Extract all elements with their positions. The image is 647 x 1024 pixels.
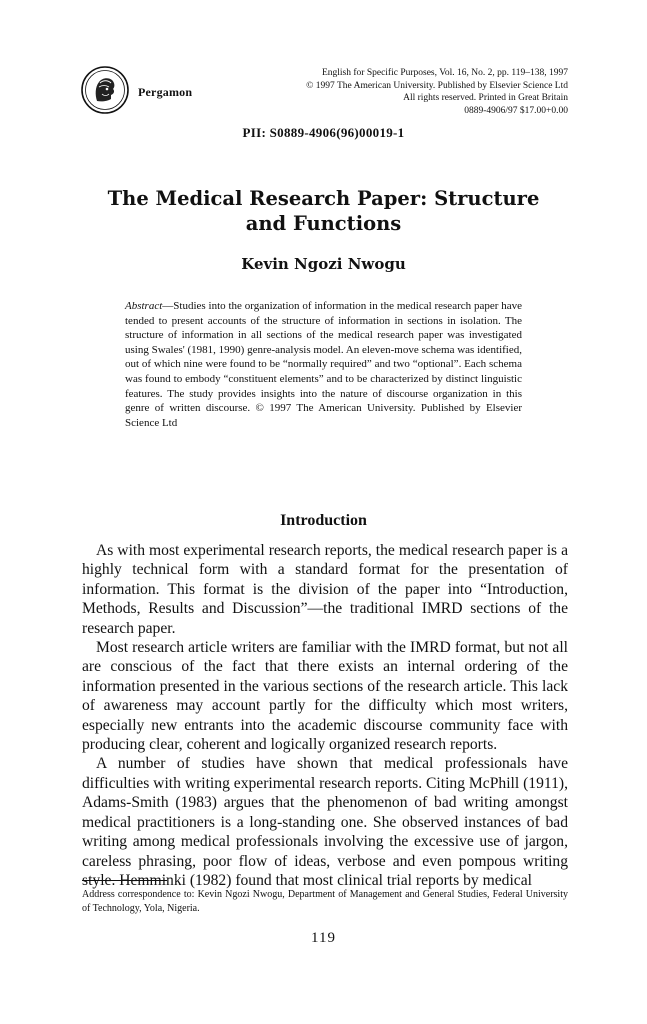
introduction-body <box>82 541 568 890</box>
body-paragraph: As with most experimental research reports, the medical research paper is a highly technical form with a standard format for the presentation of information. This format is the division of the paper into “Introduction, Methods, Results and Discussion”—the traditional IMRD sections of the research paper. <box>82 542 568 637</box>
publisher-name: Pergamon <box>138 85 193 99</box>
abstract-label: Abstract <box>125 300 163 312</box>
journal-citation <box>208 67 568 117</box>
journal-line: All rights reserved. Printed in Great Britain <box>403 93 568 103</box>
footnote-divider <box>82 880 167 881</box>
journal-line: © 1997 The American University. Published by Elsevier Science Ltd <box>306 80 568 91</box>
abstract <box>125 299 522 430</box>
section-heading: Introduction <box>280 512 367 529</box>
page-number: 119 <box>311 930 336 946</box>
journal-line: English for Specific Purposes, Vol. 16, No. 2, pp. 119–138, 1997 <box>321 68 568 78</box>
journal-line: 0889-4906/97 $17.00+0.00 <box>464 105 568 116</box>
pii-identifier: PII: S0889-4906(96)00019-1 <box>242 125 405 140</box>
article-author: Kevin Ngozi Nwogu <box>241 255 406 273</box>
article-title: The Medical Research Paper: Structure and Functions <box>107 187 540 235</box>
body-paragraph: A number of studies have shown that medical professionals have difficulties with writing experimental research reports. Citing McPhill (1911), Adams-Smith (1983) argues that the phenomenon of bad writing amongst medical practitioners is a long-standing one. She observed instances of bad writing among medical professionals involving the excessive use of jargon, careless phrasing, poor flow of ideas, verbose and even pompous writing style. Hemminki (1982) found that most clinical trial reports by medical <box>82 755 568 889</box>
body-paragraph: Most research article writers are familiar with the IMRD format, but not all are conscious of the fact that there exists an internal ordering of the information presented in the various sections of the research article. This lack of awareness may account partly for the difficulty which most writers, especially new entrants into the academic discourse community face with producing clear, coherent and logically organized research reports. <box>82 639 568 754</box>
abstract-text: —Studies into the organization of information in the medical research paper have tended to present accounts of the structure of information in sections in isolation. The structure of information in all sections of the medical research paper was investigated using Swales' (1981, 1990) genre-analysis model. An eleven-move schema was identified, out of which nine were found to be “normally required” and two “optional”. Each schema was found to embody “constituent elements” and to be characterized by distinct linguistic features. The study provides insights into the nature of discourse organization in this genre of written discourse. © 1997 The American University. Published by Elsevier Science Ltd <box>125 300 522 429</box>
footnote: Address correspondence to: Kevin Ngozi Nwogu, Department of Management and General Studies, Federal University of Technology, Yola, Nigeria. <box>82 889 568 914</box>
pergamon-seal-icon <box>80 65 130 115</box>
